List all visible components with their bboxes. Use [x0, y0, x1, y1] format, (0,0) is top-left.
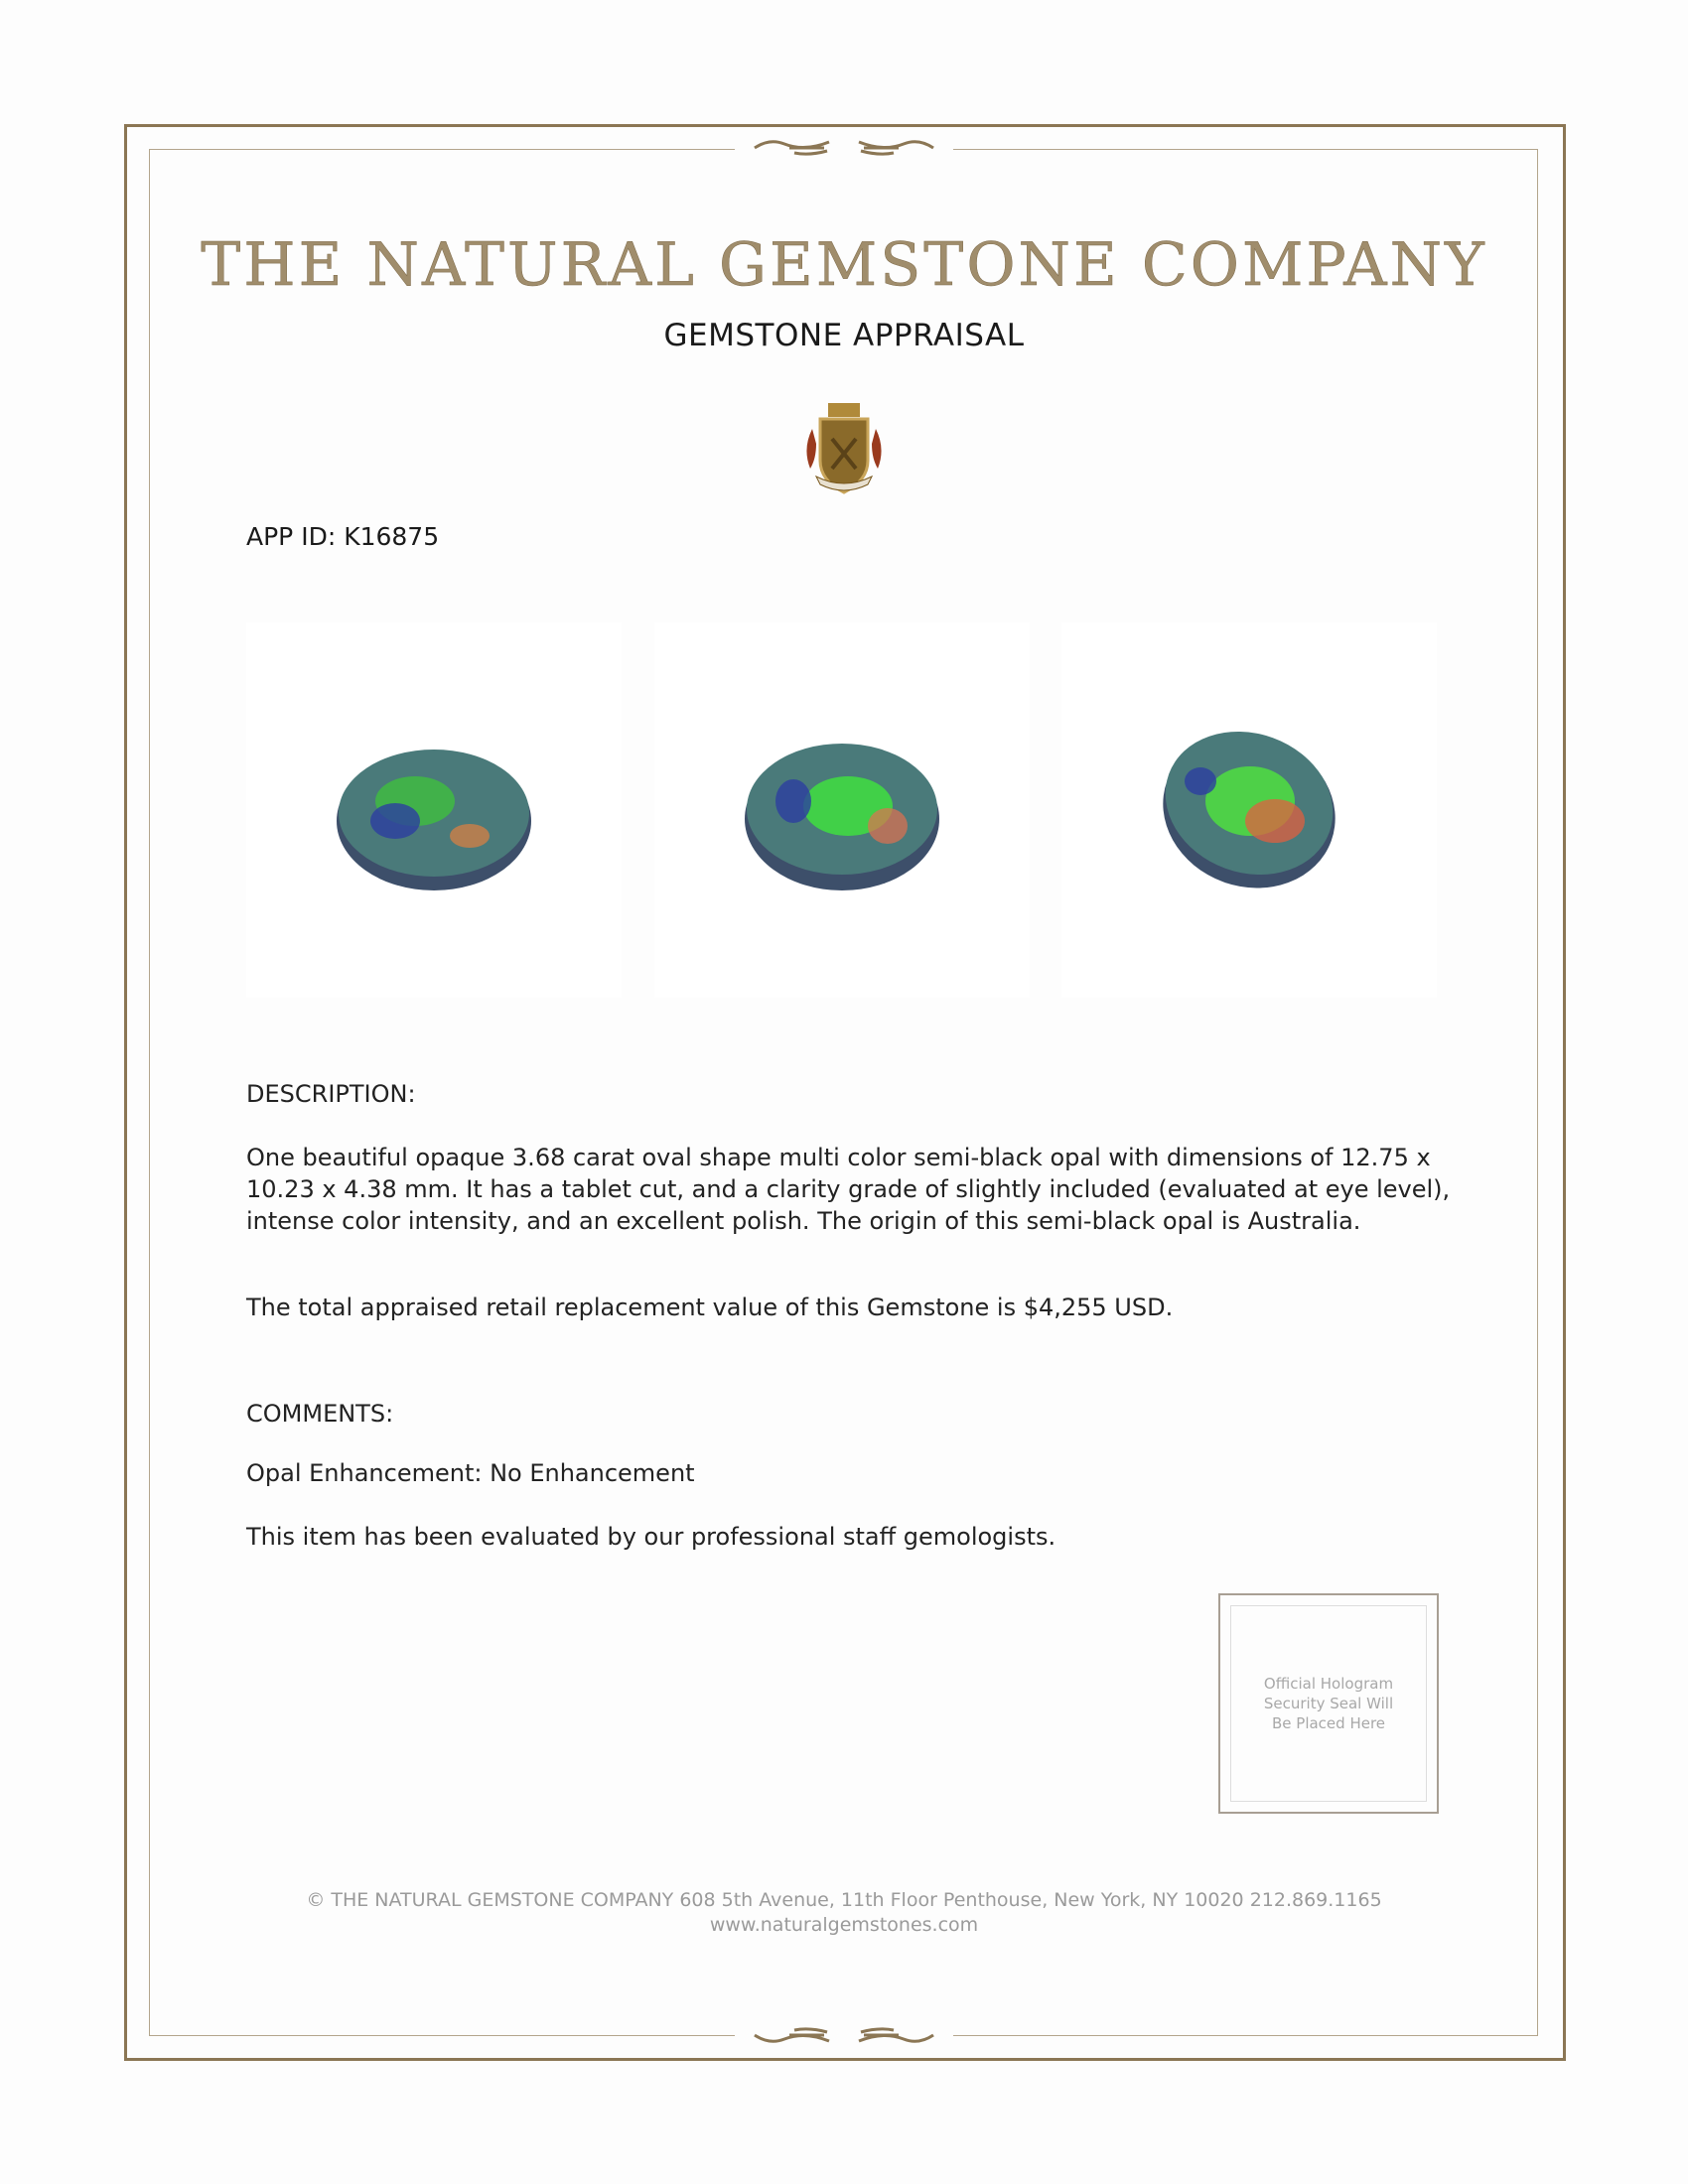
gemstone-photo-1	[246, 622, 622, 998]
crest-logo-icon	[802, 399, 886, 498]
footer-website[interactable]: www.naturalgemstones.com	[709, 1914, 979, 1936]
opal-image-icon	[654, 622, 1030, 998]
opal-image-icon	[1061, 622, 1437, 998]
hologram-seal-placeholder	[1218, 1593, 1439, 1814]
opal-image-icon	[246, 622, 622, 998]
seal-inner-frame	[1230, 1605, 1427, 1802]
comments-heading: COMMENTS:	[246, 1400, 394, 1428]
bottom-ornament-icon	[750, 2025, 938, 2049]
seal-text-line: Official Hologram	[1263, 1675, 1394, 1693]
description-heading: DESCRIPTION:	[246, 1080, 416, 1108]
document-title: GEMSTONE APPRAISAL	[663, 318, 1025, 353]
footer-address: © THE NATURAL GEMSTONE COMPANY 608 5th Avenue, 11th Floor Penthouse, New York, NY 10020 212.869.1165	[306, 1889, 1382, 1911]
top-ornament-icon	[750, 134, 938, 158]
gemstone-photo-3	[1061, 622, 1437, 998]
description-body: One beautiful opaque 3.68 carat oval shape multi color semi-black opal with dimensions of 12.75 x 10.23 x 4.38 mm. It has a tablet cut, and a clarity grade of slightly included (evaluated at eye level), intense color intensity, and an excellent polish. The origin of this semi-black opal is Australia.	[246, 1144, 1451, 1235]
company-name: THE NATURAL GEMSTONE COMPANY	[201, 230, 1487, 300]
seal-text-line: Be Placed Here	[1271, 1714, 1386, 1732]
appraised-value: The total appraised retail replacement value of this Gemstone is $4,255 USD.	[246, 1294, 1174, 1321]
seal-text-line: Security Seal Will	[1263, 1695, 1394, 1712]
evaluation-comment: This item has been evaluated by our professional staff gemologists.	[246, 1523, 1056, 1551]
enhancement-comment: Opal Enhancement: No Enhancement	[246, 1459, 695, 1487]
app-id: APP ID: K16875	[246, 522, 440, 551]
gemstone-photo-2	[654, 622, 1030, 998]
